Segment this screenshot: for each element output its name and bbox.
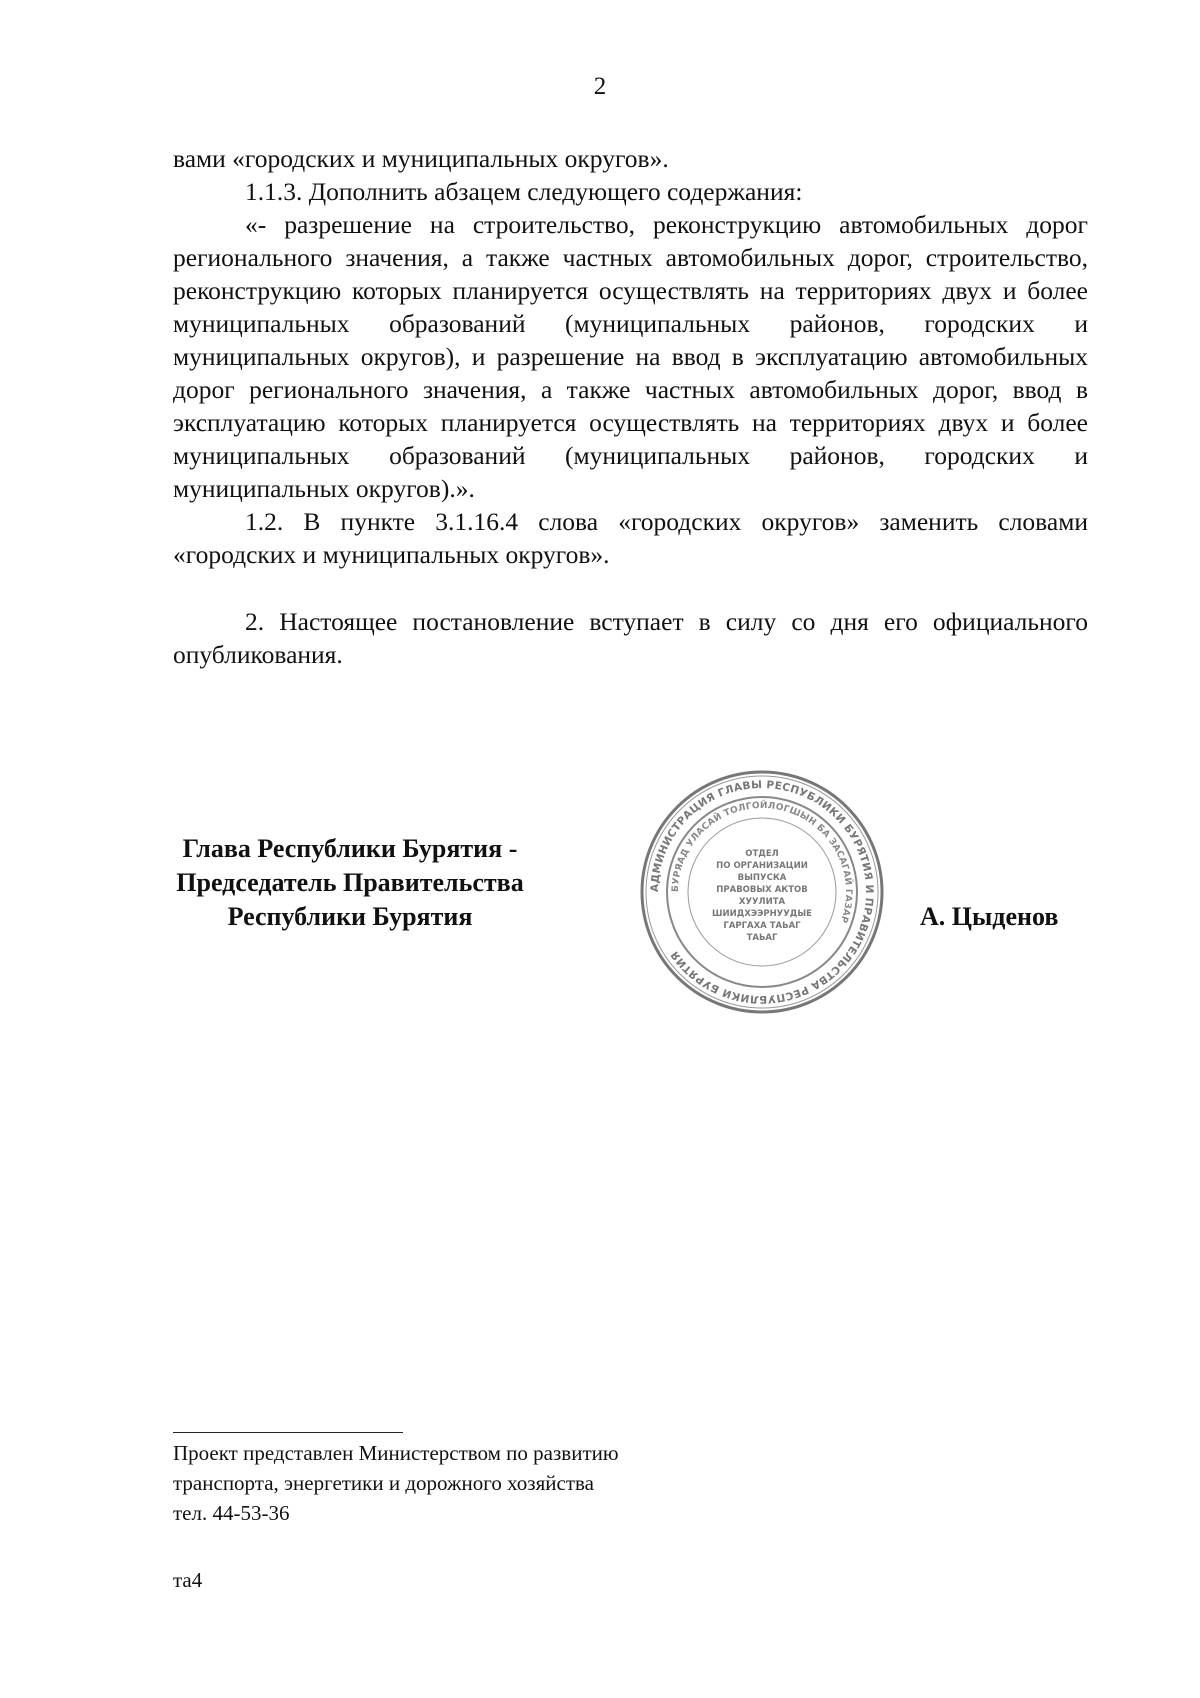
seal-center-line: ПО ОРГАНИЗАЦИИ — [716, 861, 808, 871]
seal-center-line: ВЫПУСКА — [737, 873, 787, 883]
official-seal — [638, 768, 886, 1016]
signatory-title-line: Председатель Правительства — [176, 868, 524, 897]
signatory-title-line: Глава Республики Бурятия - — [182, 834, 518, 863]
footnote — [173, 1438, 873, 1528]
paragraph: 1.2. В пункте 3.1.16.4 слова «городских округов» заменить словами «городских и муниципальных округов». — [173, 507, 1088, 569]
paragraph: 2. Настоящее постановление вступает в силу со дня его официального опубликования. — [173, 607, 1088, 669]
footnote-line: тел. 44-53-36 — [173, 1501, 290, 1525]
seal-center-line: ПРАВОВЫХ АКТОВ — [716, 885, 808, 895]
seal-inner-text: БУРЯАД УЛАСАЙ ТОЛГОЙЛОГШЫН БА ЗАСАГАЙ ГАЗАР — [670, 800, 854, 925]
paragraph: вами «городских и муниципальных округов». — [173, 144, 669, 173]
seal-center-line: ХУУЛИТА — [738, 897, 786, 907]
seal-center-line: ОТДЕЛ — [745, 849, 779, 859]
signatory-title — [150, 832, 550, 934]
footnote-divider — [173, 1432, 403, 1433]
paragraph: 1.1.3. Дополнить абзацем следующего содержания: — [245, 177, 803, 206]
footnote-line: транспорта, энергетики и дорожного хозяйства — [173, 1471, 594, 1495]
seal-outer-text: АДМИНИСТРАЦИЯ ГЛАВЫ РЕСПУБЛИКИ БУРЯТИЯ И ПРАВИТЕЛЬСТВА РЕСПУБЛИКИ БУРЯТИЯ — [648, 778, 876, 1006]
seal-center-line: ШИИДХЭЭРНУУДЫЕ — [712, 909, 812, 919]
document-body — [173, 142, 1088, 671]
seal-center-line: ГАРГАХА ТАЬАГ — [723, 921, 801, 931]
seal-center-line: ТАЬАГ — [746, 933, 778, 943]
paragraph: «- разрешение на строительство, реконструкцию автомобильных дорог регионального значения, а также частных автомобильных дорог, строительство, реконструкцию которых планируется осуществлять на территориях двух и более муниципальных образований (муниципальных районов, городских и муниципальных округов), и разрешение на ввод в эксплуатацию автомобильных дорог регионального значения, а также частных автомобильных дорог, ввод в эксплуатацию которых планируется осуществлять на территориях двух и более муниципальных образований (муниципальных районов, городских и муниципальных округов).». — [173, 210, 1088, 503]
footnote-line: Проект представлен Министерством по развитию — [173, 1441, 619, 1465]
signatory-title-line: Республики Бурятия — [227, 902, 473, 931]
page-number: 2 — [593, 73, 607, 100]
signatory-name: А. Цыденов — [920, 902, 1059, 931]
document-code: та4 — [173, 1568, 203, 1592]
